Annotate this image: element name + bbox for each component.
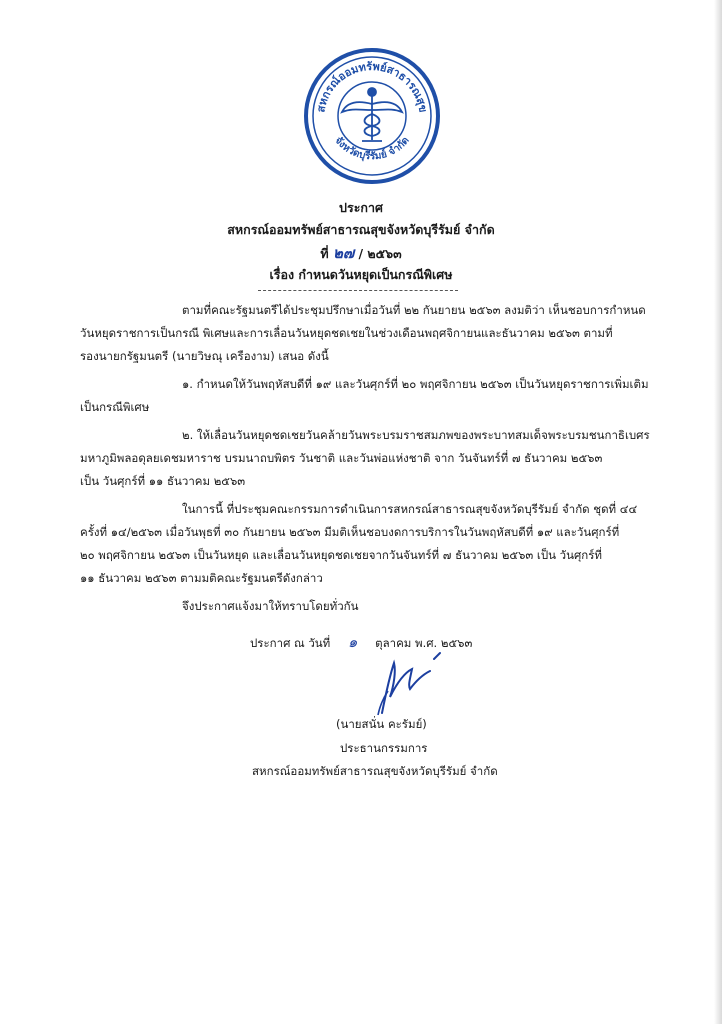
paragraph-1-line-2: วันหยุดราชการเป็นกรณี พิเศษและการเลื่อนวันหยุดชดเชยในช่วงเดือนพฤศจิกายนและธันวาคม ๒๕๖๓ ตามที่ (80, 326, 613, 340)
date-suffix: ตุลาคม พ.ศ. ๒๕๖๓ (375, 636, 473, 650)
number-suffix: / ๒๕๖๓ (358, 246, 402, 261)
seal-text-bottom: จังหวัดบุรีรัมย์ จำกัด (332, 135, 412, 163)
signatory-organization: สหกรณ์ออมทรัพย์สาธารณสุขจังหวัดบุรีรัมย์ จำกัด (252, 764, 498, 778)
caduceus-emblem-icon (342, 88, 402, 141)
cooperative-seal (302, 46, 442, 186)
paragraph-3-line-2: มหาภูมิพลอดุลยเดชมหาราช บรมนาถบพิตร วันชาติ และวันพ่อแห่งชาติ จาก วันจันทร์ที่ ๗ ธันวาคม ๒๕๖๓ (80, 451, 603, 465)
organization-name: สหกรณ์ออมทรัพย์สาธารณสุขจังหวัดบุรีรัมย์ จำกัด (227, 222, 495, 237)
announcement-number (0, 241, 722, 265)
paragraph-1-line-1: ตามที่คณะรัฐมนตรีได้ประชุมปรึกษาเมื่อวันที่ ๒๒ กันยายน ๒๕๖๓ ลงมติว่า เห็นชอบการกำหนด (182, 303, 646, 317)
closing-statement: จึงประกาศแจ้งมาให้ทราบโดยทั่วกัน (182, 599, 359, 613)
number-handwritten: ๒๗ (332, 244, 355, 262)
paragraph-1-line-3: รองนายกรัฐมนตรี (นายวิษณุ เครืองาม) เสนอ ดังนี้ (80, 349, 329, 363)
signatory-name: (นายสนั่น คะรัมย์) (336, 717, 427, 731)
handwritten-signature (360, 645, 450, 717)
number-prefix: ที่ (320, 246, 329, 261)
header-divider (258, 290, 458, 291)
date-day-handwritten: ๑ (347, 633, 358, 651)
announcement-subject: เรื่อง กำหนดวันหยุดเป็นกรณีพิเศษ (269, 267, 453, 282)
paragraph-4-line-4: ๑๑ ธันวาคม ๒๕๖๓ ตามมติคณะรัฐมนตรีดังกล่าว (80, 571, 323, 585)
paragraph-2-line-2: เป็นกรณีพิเศษ (80, 400, 150, 414)
paragraph-3-line-1: ๒. ให้เลื่อนวันหยุดชดเชยวันคล้ายวันพระบรมราชสมภพของพระบาทสมเด็จพระบรมชนกาธิเบศร (182, 428, 650, 442)
paragraph-4-line-1: ในการนี้ ที่ประชุมคณะกรรมการดำเนินการสหกรณ์สาธารณสุขจังหวัดบุรีรัมย์ จำกัด ชุดที่ ๔๔ (182, 502, 638, 516)
paragraph-4-line-2: ครั้งที่ ๑๔/๒๕๖๓ เมื่อวันพุธที่ ๓๐ กันยายน ๒๕๖๓ มีมติเห็นชอบงดการบริการในวันพฤหัสบดีที่ ๑๙ และวันศุกร์ที่ (80, 525, 620, 539)
paragraph-3-line-3: เป็น วันศุกร์ที่ ๑๑ ธันวาคม ๒๕๖๓ (80, 474, 246, 488)
scan-edge-shadow (714, 0, 722, 1024)
paragraph-4-line-3: ๒๐ พฤศจิกายน ๒๕๖๓ เป็นวันหยุด และเลื่อนวันหยุดชดเชยจากวันจันทร์ที่ ๗ ธันวาคม ๒๕๖๓ เป็น วันศุกร์ที่ (80, 548, 602, 562)
signatory-position: ประธานกรรมการ (340, 741, 428, 755)
date-prefix: ประกาศ ณ วันที่ (250, 636, 331, 650)
paragraph-2-line-1: ๑. กำหนดให้วันพฤหัสบดีที่ ๑๙ และวันศุกร์ที่ ๒๐ พฤศจิกายน ๒๕๖๓ เป็นวันหยุดราชการเพิ่มเติม (182, 377, 649, 391)
seal-text-top: สหกรณ์ออมทรัพย์สาธารณสุข (314, 59, 430, 114)
announcement-title: ประกาศ (339, 200, 383, 215)
